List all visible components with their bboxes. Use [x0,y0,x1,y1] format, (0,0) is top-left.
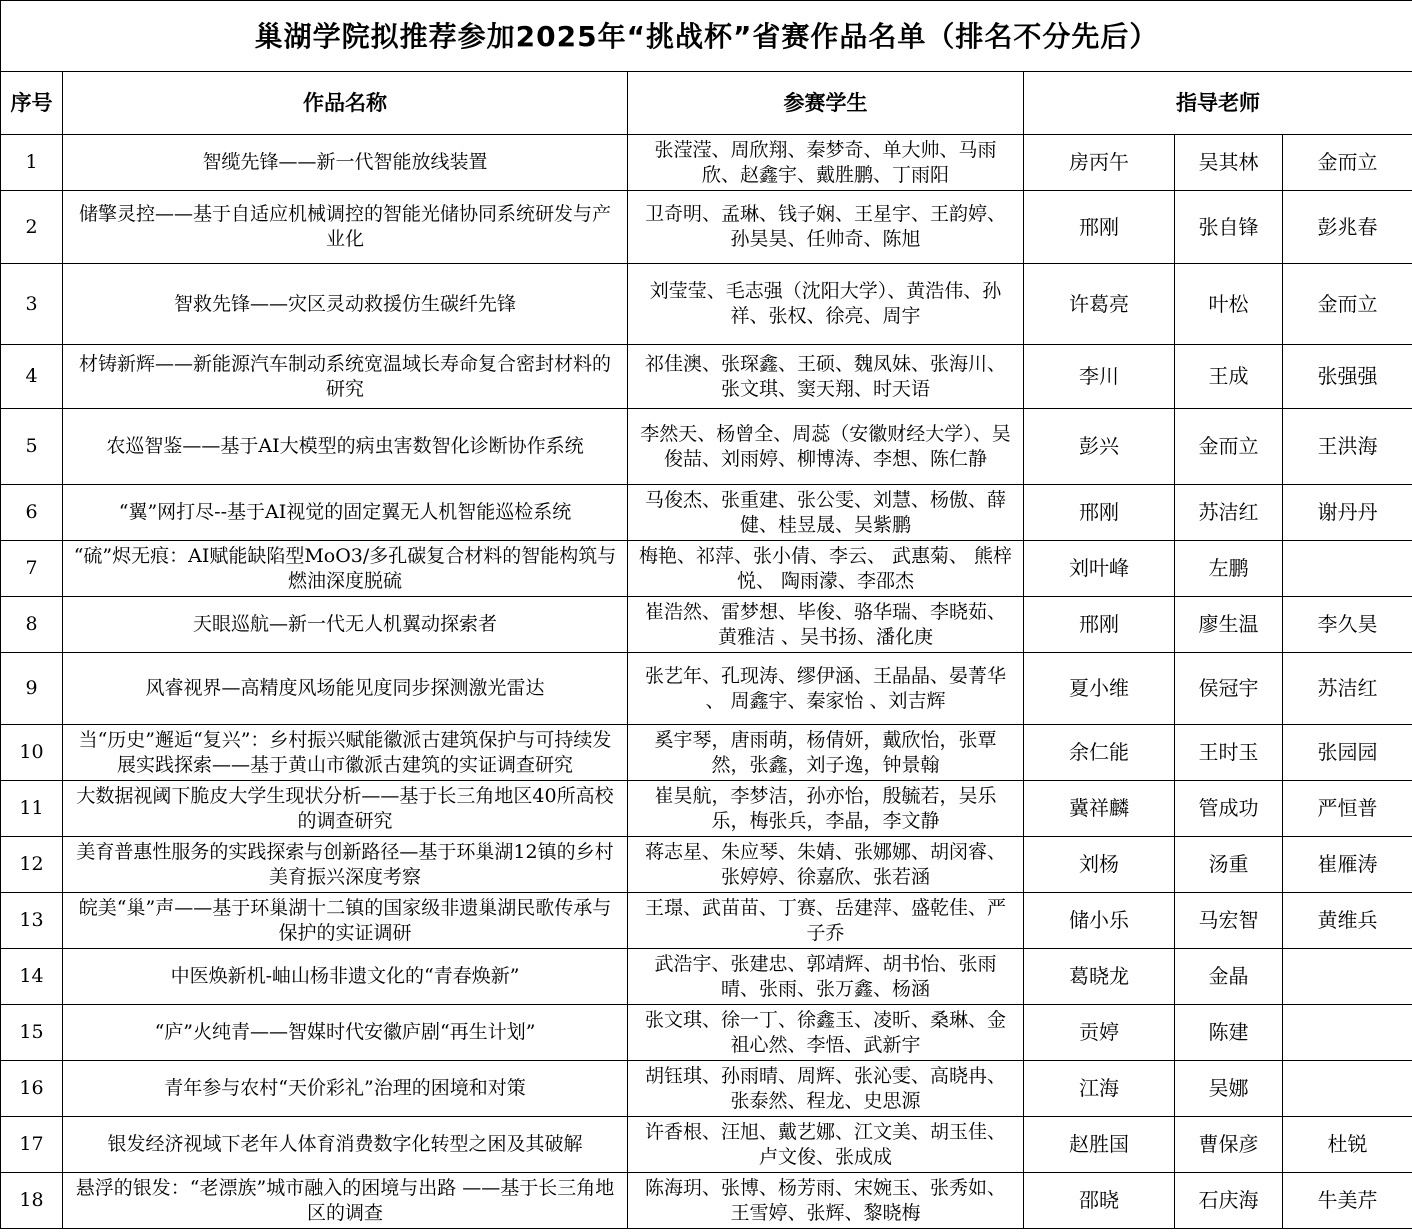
advisor-3: 李久昊 [1283,597,1412,653]
table-row [1,264,1412,345]
advisor-3 [1283,1061,1412,1117]
student-list: 卫奇明、孟琳、钱子娴、王星宇、王韵婷、孙昊昊、任帅奇、陈旭 [628,191,1024,264]
advisor-3 [1283,541,1412,597]
advisor-1: 彭兴 [1024,409,1175,485]
advisor-1: 储小乐 [1024,893,1175,949]
student-list: 祁佳澳、张琛鑫、王硕、魏凤妹、张海川、张文琪、窦天翔、时天语 [628,345,1024,409]
row-index: 9 [1,653,63,725]
advisor-3: 张园园 [1283,725,1412,781]
student-list: 许香根、汪旭、戴艺娜、江文美、胡玉佳、卢文俊、张成成 [628,1117,1024,1173]
header-students: 参赛学生 [628,72,1024,135]
row-index: 12 [1,837,63,893]
row-index: 1 [1,135,63,191]
project-title: 悬浮的银发：“老漂族”城市融入的困境与出路 ——基于长三角地区的调查 [63,1173,628,1229]
row-index: 10 [1,725,63,781]
table-row [1,781,1412,837]
student-list: 梅艳、祁萍、张小倩、李云、 武惠菊、 熊梓悦、 陶雨濛、李邵杰 [628,541,1024,597]
table-row [1,1061,1412,1117]
table-row [1,135,1412,191]
project-title: “翼”网打尽--基于AI视觉的固定翼无人机智能巡检系统 [63,485,628,541]
project-title: 皖美“巢”声——基于环巢湖十二镇的国家级非遗巢湖民歌传承与保护的实证调研 [63,893,628,949]
advisor-1: 贡婷 [1024,1005,1175,1061]
advisor-2: 叶松 [1175,264,1283,345]
advisor-2: 管成功 [1175,781,1283,837]
table-row [1,1005,1412,1061]
project-title: 农巡智鉴——基于AI大模型的病虫害数智化诊断协作系统 [63,409,628,485]
row-index: 18 [1,1173,63,1229]
row-index: 4 [1,345,63,409]
advisor-1: 冀祥麟 [1024,781,1175,837]
project-title: 中医焕新机-岫山杨非遗文化的“青春焕新” [63,949,628,1005]
table-row [1,837,1412,893]
row-index: 2 [1,191,63,264]
student-list: 张艺年、孔现涛、缪伊涵、王晶晶、晏菁华 、 周鑫宇、秦家怡 、刘吉辉 [628,653,1024,725]
student-list: 刘莹莹、毛志强（沈阳大学）、黄浩伟、孙祥、张权、徐亮、周宇 [628,264,1024,345]
project-title: 风睿视界—高精度风场能见度同步探测激光雷达 [63,653,628,725]
header-project: 作品名称 [63,72,628,135]
advisor-2: 金晶 [1175,949,1283,1005]
advisor-3: 谢丹丹 [1283,485,1412,541]
project-title: 天眼巡航—新一代无人机翼动探索者 [63,597,628,653]
student-list: 王璟、武苗苗、丁赛、岳建萍、盛乾佳、严子乔 [628,893,1024,949]
advisor-3: 杜锐 [1283,1117,1412,1173]
advisor-3: 王洪海 [1283,409,1412,485]
project-title: 智救先锋——灾区灵动救援仿生碳纤先锋 [63,264,628,345]
advisor-2: 张自锋 [1175,191,1283,264]
advisor-3: 崔雁涛 [1283,837,1412,893]
table-row [1,1173,1412,1229]
advisor-2: 廖生温 [1175,597,1283,653]
advisor-1: 余仁能 [1024,725,1175,781]
project-title: 智缆先锋——新一代智能放线装置 [63,135,628,191]
header-advisors: 指导老师 [1024,72,1412,135]
row-index: 6 [1,485,63,541]
advisor-1: 邢刚 [1024,597,1175,653]
advisor-1: 夏小维 [1024,653,1175,725]
row-index: 8 [1,597,63,653]
table-row [1,409,1412,485]
project-title: 大数据视阈下脆皮大学生现状分析——基于长三角地区40所高校的调查研究 [63,781,628,837]
table-row [1,597,1412,653]
table-row [1,893,1412,949]
project-title: 材铸新辉——新能源汽车制动系统宽温域长寿命复合密封材料的研究 [63,345,628,409]
advisor-3: 金而立 [1283,135,1412,191]
row-index: 14 [1,949,63,1005]
advisor-1: 刘杨 [1024,837,1175,893]
table-row [1,485,1412,541]
advisor-2: 石庆海 [1175,1173,1283,1229]
advisor-2: 苏洁红 [1175,485,1283,541]
student-list: 张文琪、徐一丁、徐鑫玉、凌昕、桑琳、金祖心然、李悟、武新宇 [628,1005,1024,1061]
row-index: 11 [1,781,63,837]
advisor-3: 黄维兵 [1283,893,1412,949]
advisor-2: 吴其林 [1175,135,1283,191]
project-title: “硫”烬无痕：AI赋能缺陷型MoO3/多孔碳复合材料的智能构筑与燃油深度脱硫 [63,541,628,597]
advisor-1: 许葛亮 [1024,264,1175,345]
advisor-1: 邢刚 [1024,191,1175,264]
advisor-3 [1283,1005,1412,1061]
advisor-3: 彭兆春 [1283,191,1412,264]
advisor-1: 邵晓 [1024,1173,1175,1229]
table-row [1,541,1412,597]
advisor-3: 金而立 [1283,264,1412,345]
row-index: 16 [1,1061,63,1117]
advisor-2: 马宏智 [1175,893,1283,949]
table-row [1,191,1412,264]
advisor-2: 曹保彦 [1175,1117,1283,1173]
header-index: 序号 [1,72,63,135]
row-index: 17 [1,1117,63,1173]
row-index: 15 [1,1005,63,1061]
table-row [1,949,1412,1005]
advisor-1: 葛晓龙 [1024,949,1175,1005]
student-list: 马俊杰、张重建、张公雯、刘慧、杨傲、薛健、桂昱晟、吴紫鹏 [628,485,1024,541]
advisor-3: 苏洁红 [1283,653,1412,725]
student-list: 陈海玥、张博、杨芳雨、宋婉玉、张秀如、王雪婷、张辉、黎晓梅 [628,1173,1024,1229]
student-list: 李然天、杨曾全、周蕊（安徽财经大学）、吴俊喆、刘雨婷、柳博涛、李想、陈仁静 [628,409,1024,485]
row-index: 3 [1,264,63,345]
table-row [1,345,1412,409]
project-title: 青年参与农村“天价彩礼”治理的困境和对策 [63,1061,628,1117]
advisor-2: 侯冠宇 [1175,653,1283,725]
advisor-3 [1283,949,1412,1005]
table-row [1,1117,1412,1173]
project-title: “庐”火纯青——智媒时代安徽庐剧“再生计划” [63,1005,628,1061]
advisor-1: 李川 [1024,345,1175,409]
advisor-2: 陈建 [1175,1005,1283,1061]
advisor-2: 吴娜 [1175,1061,1283,1117]
advisor-3: 严恒普 [1283,781,1412,837]
student-list: 奚宇琴，唐雨萌，杨倩妍，戴欣怡，张覃然，张鑫，刘子逸，钟景翰 [628,725,1024,781]
advisor-3: 张强强 [1283,345,1412,409]
advisor-1: 房丙午 [1024,135,1175,191]
advisor-1: 赵胜国 [1024,1117,1175,1173]
advisor-2: 王成 [1175,345,1283,409]
student-list: 张滢滢、周欣翔、秦梦奇、单大帅、马雨欣、赵鑫宇、戴胜鹏、丁雨阳 [628,135,1024,191]
project-title: 美育普惠性服务的实践探索与创新路径—基于环巢湖12镇的乡村美育振兴深度考察 [63,837,628,893]
row-index: 7 [1,541,63,597]
project-title: 当“历史”邂逅“复兴”：乡村振兴赋能徽派古建筑保护与可持续发展实践探索——基于黄山市徽派古建筑的实证调查研究 [63,725,628,781]
advisor-1: 邢刚 [1024,485,1175,541]
advisor-1: 刘叶峰 [1024,541,1175,597]
table-row [1,653,1412,725]
advisor-2: 左鹏 [1175,541,1283,597]
table-body [1,135,1412,1229]
student-list: 崔昊航，李梦洁，孙亦怡，殷毓若，吴乐乐，梅张兵，李晶，李文静 [628,781,1024,837]
student-list: 蒋志星、朱应琴、朱婧、张娜娜、胡闵睿、张婷婷、徐嘉欣、张若涵 [628,837,1024,893]
student-list: 胡钰琪、孙雨晴、周辉、张沁雯、高晓冉、张泰然、程龙、史思源 [628,1061,1024,1117]
row-index: 5 [1,409,63,485]
row-index: 13 [1,893,63,949]
advisor-2: 汤重 [1175,837,1283,893]
table-row [1,725,1412,781]
advisor-3: 牛美芹 [1283,1173,1412,1229]
advisor-2: 王时玉 [1175,725,1283,781]
project-title: 储擎灵控——基于自适应机械调控的智能光储协同系统研发与产业化 [63,191,628,264]
project-title: 银发经济视域下老年人体育消费数字化转型之困及其破解 [63,1117,628,1173]
table-title: 巢湖学院拟推荐参加2025年“挑战杯”省赛作品名单（排名不分先后） [1,1,1412,72]
student-list: 武浩宇、张建忠、郭靖辉、胡书怡、张雨晴、张雨、张万鑫、杨涵 [628,949,1024,1005]
advisor-1: 江海 [1024,1061,1175,1117]
advisor-2: 金而立 [1175,409,1283,485]
student-list: 崔浩然、雷梦想、毕俊、骆华瑞、李晓茹、黄雅洁 、吴书扬、潘化庚 [628,597,1024,653]
